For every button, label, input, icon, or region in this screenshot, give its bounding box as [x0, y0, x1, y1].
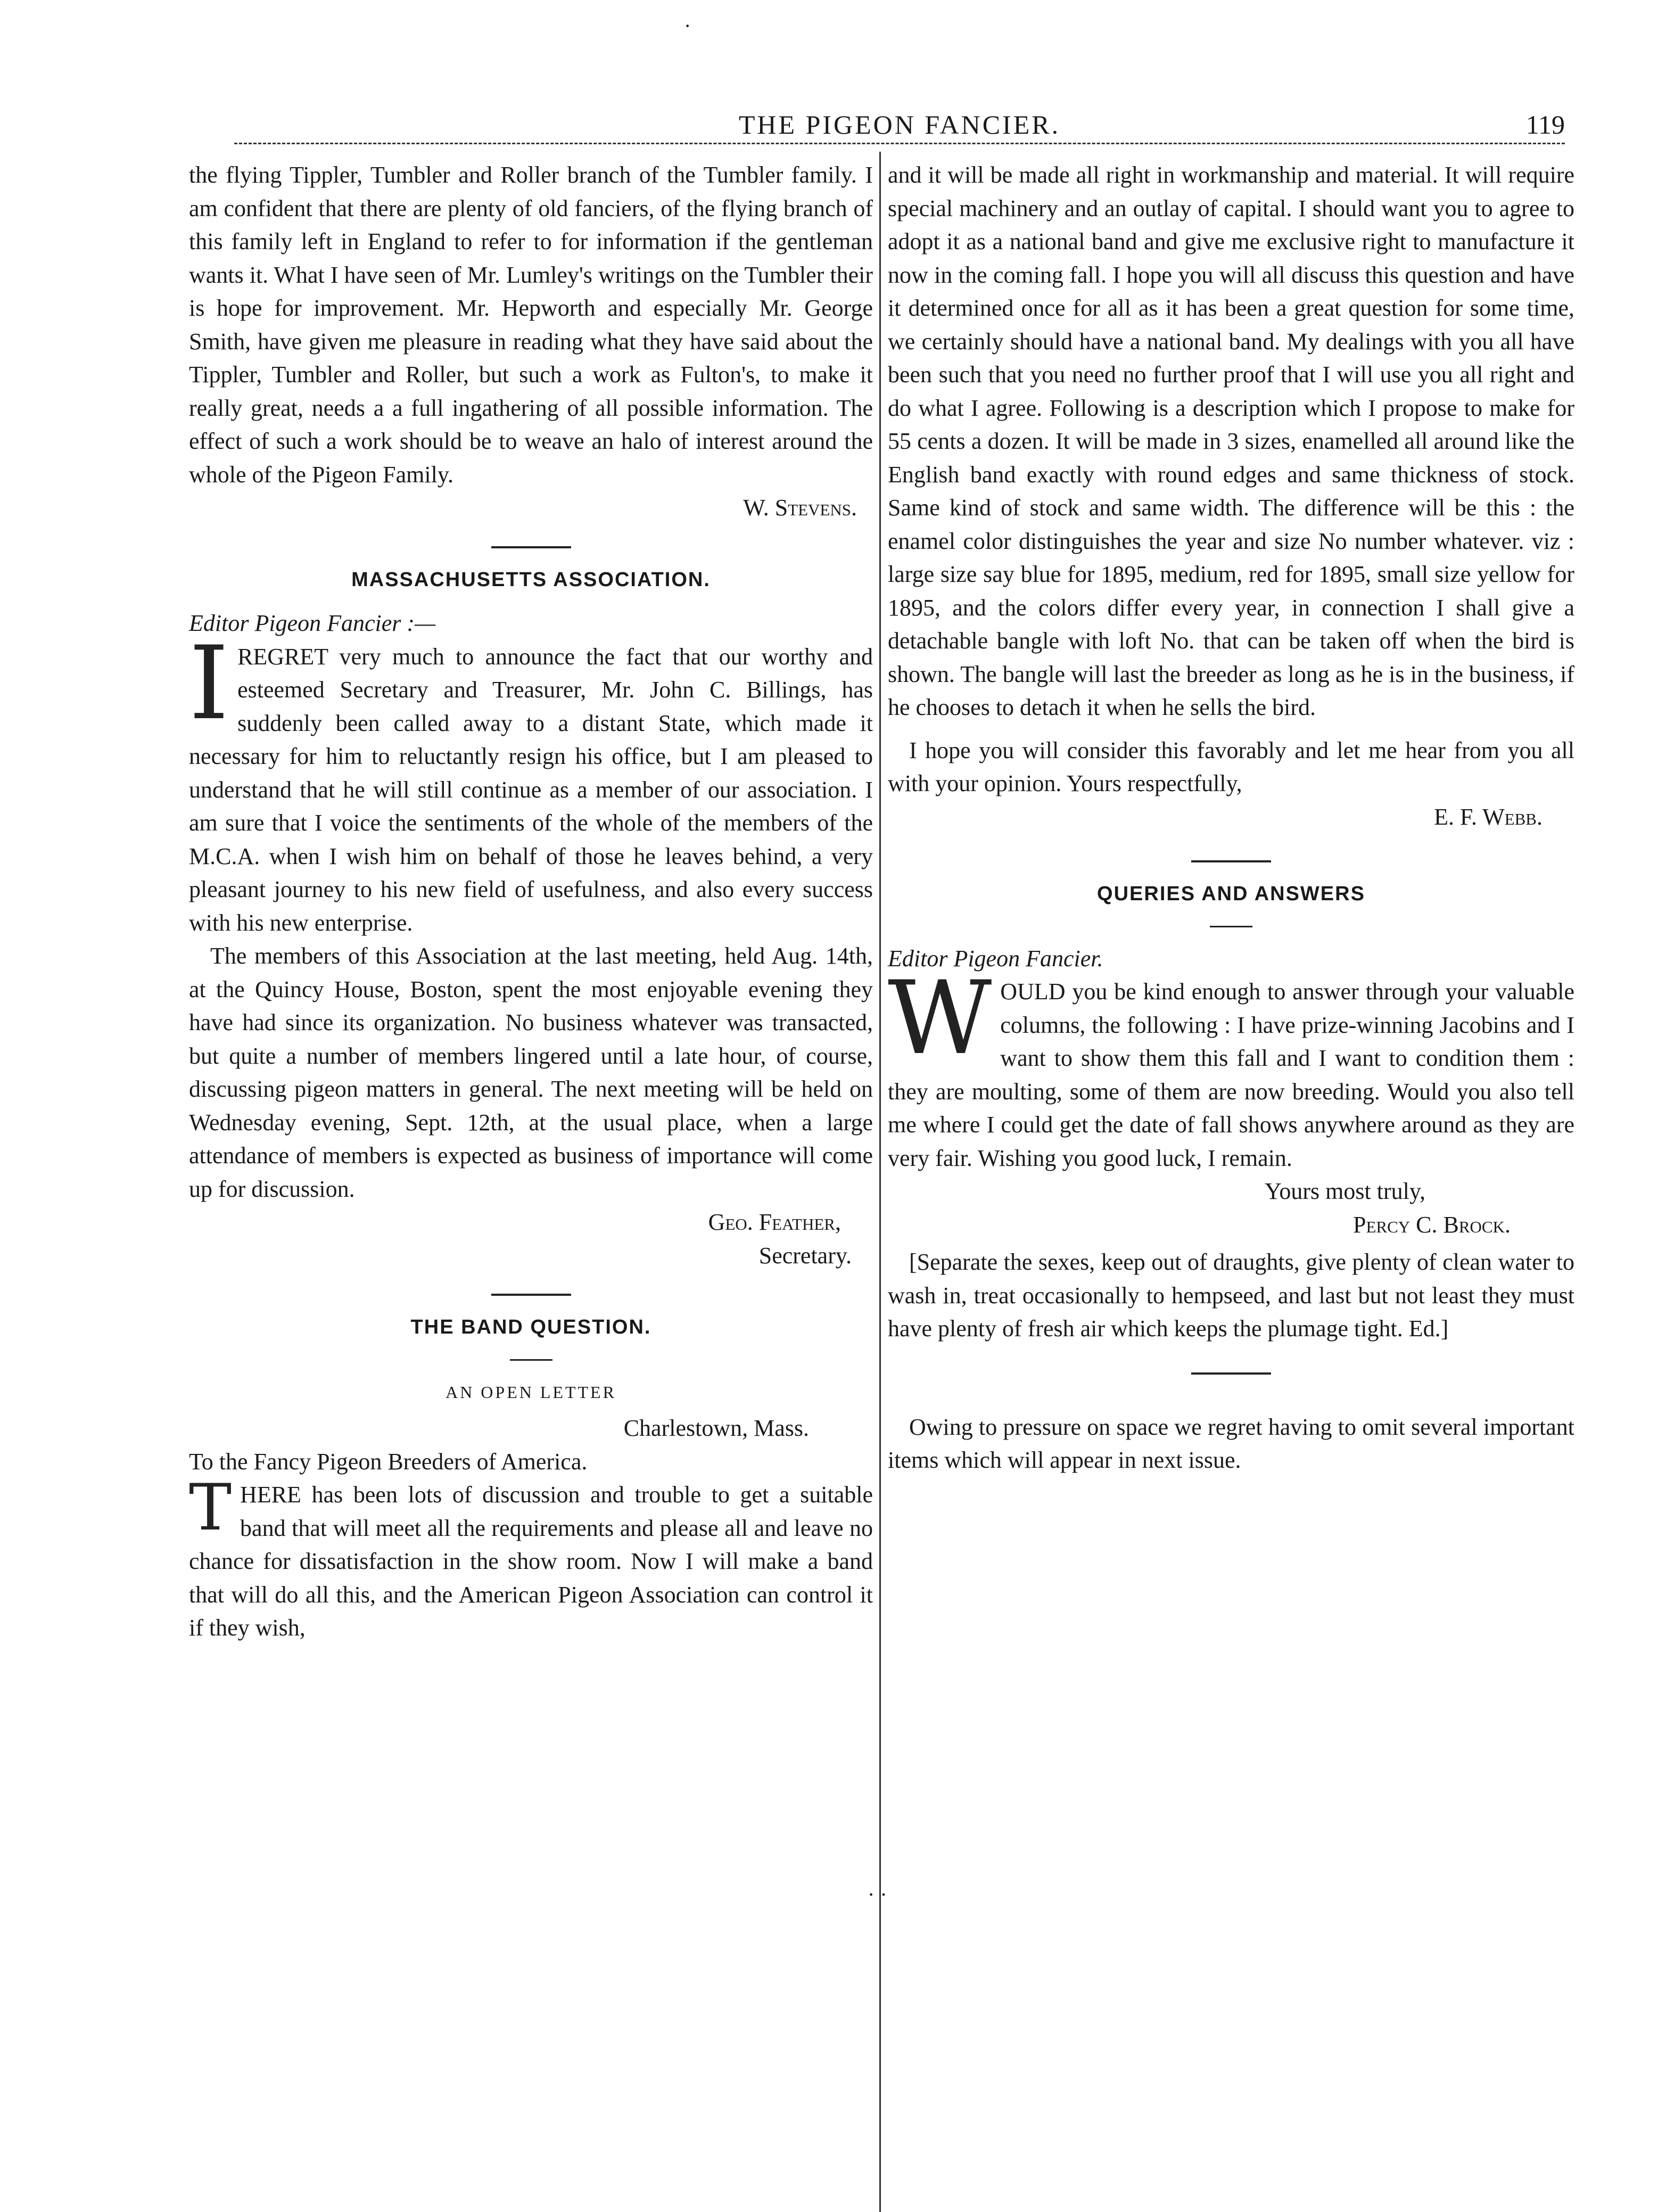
band-question-heading: THE BAND QUESTION.: [410, 1316, 651, 1338]
dropcap-t: T: [189, 1471, 232, 1545]
page-number: 119: [1525, 110, 1565, 139]
journal-title: THE PIGEON FANCIER.: [738, 110, 1061, 139]
letter-place: Charlestown, Mass.: [623, 1415, 809, 1441]
editor-answer: [Separate the sexes, keep out of draughts, give plenty of clean water to wash in, treat occasionally to hempseed, and last but not least they must have plenty of fresh air which keeps the plumage tight. Ed.]: [888, 1249, 1574, 1342]
continued-article-text: the flying Tippler, Tumbler and Roller branch of the Tumbler family. I am confident that there are plenty of old fanciers, of the flying branch of this family left in England to refer to for information if the gentleman wants it. What I have seen of Mr. Lumley's writings on the Tumbler their is hope for improvement. Mr. Hepworth and especially Mr. George Smith, have given me pleasure in reading what they have said about the Tippler, Tumbler and Roller, but such a work as Fulton's, to make it really great, needs a a full ingathering of all possible information. The effect of such a work should be to weave an halo of interest around the whole of the Pigeon Family.: [189, 162, 873, 488]
massachusetts-para-1: [189, 624, 873, 940]
left-column: [189, 159, 873, 1645]
space-notice: Owing to pressure on space we regret having to omit several important items which will appear in next issue.: [888, 1413, 1574, 1473]
queries-signature: Percy C. Brock.: [1353, 1211, 1511, 1238]
open-letter-subheading: AN OPEN LETTER: [446, 1382, 616, 1402]
massachusetts-heading: MASSACHUSETTS ASSOCIATION.: [351, 568, 711, 591]
section-rule-small: [1210, 926, 1252, 927]
massachusetts-signature-title: Secretary.: [758, 1242, 852, 1269]
dropcap-i: I: [189, 624, 229, 742]
print-speck: ·: [684, 14, 691, 38]
header-rule: [234, 143, 1565, 144]
continued-article-signature: W. Stevens.: [743, 495, 857, 521]
massachusetts-para-2: The members of this Association at the last meeting, held Aug. 14th, at the Quincy House, Boston, spent the most enjoyable evening they have had since its organization. No business whatever was transacted, but quite a number of members lingered until a late hour, of course, discussing pigeon matters in general. The next meeting will be held on Wednesday evening, Sept. 12th, at the usual place, when a large attendance of members is expected as business of importance will come up for discussion.: [189, 943, 873, 1202]
band-para-2: I hope you will consider this favorably and let me hear from you all with your opinion. Yours respectfully,: [888, 737, 1574, 796]
queries-closing: Yours most truly,: [1265, 1178, 1425, 1204]
queries-para-1: [888, 959, 1574, 1175]
dropcap-w: W: [888, 959, 992, 1077]
band-signature: E. F. Webb.: [1434, 803, 1542, 830]
band-para-1: [189, 1471, 873, 1645]
section-rule-small: [510, 1359, 552, 1361]
massachusetts-signature-name: Geo. Feather,: [708, 1209, 841, 1235]
letter-salutation: To the Fancy Pigeon Breeders of America.: [189, 1448, 588, 1475]
band-para-1-text: HERE has been lots of discussion and trouble to get a suitable band that will meet all the requirements and please all and leave no chance for dissatisfaction in the show room. Now I will make a band that will do all this, and the American Pigeon Association can control it if they wish,: [189, 1482, 873, 1641]
page-header: [234, 109, 1565, 152]
right-column: [888, 159, 1574, 1477]
massachusetts-editor-line: Editor Pigeon Fancier :—: [189, 610, 436, 636]
section-rule: [491, 1294, 571, 1296]
section-rule: [491, 546, 571, 548]
section-rule: [1191, 1372, 1271, 1375]
queries-heading: QUERIES AND ANSWERS: [1097, 883, 1365, 905]
queries-editor-line: Editor Pigeon Fancier.: [888, 945, 1103, 972]
band-continued-text: and it will be made all right in workmanship and material. It will require special machinery and an outlay of capital. I should want you to agree to adopt it as a national band and give me exclusive right to manufacture it now in the coming fall. I hope you will all discuss this question and have it determined once for all as it has been a great question for some time, we certainly should have a national band. My dealings with you all have been such that you need no further proof that I will use you all right and do what I agree. Following is a description which I propose to make for 55 cents a dozen. It will be made in 3 sizes, enamelled all around like the English band exactly with round edges and same thickness of stock. Same kind of stock and same width. The difference will be this : the enamel color distinguishes the year and size No number whatever. viz : large size say blue for 1895, medium, red for 1895, small size yellow for 1895, and the colors differ every year, in connection I shall give a detachable bangle with loft No. that can be taken off when the bird is shown. The bangle will last the breeder as long as he is in the business, if he chooses to detach it when he sells the bird.: [888, 162, 1574, 720]
print-speck: · ·: [868, 1882, 887, 1906]
queries-para-1-text: OULD you be kind enough to answer through your valuable columns, the following : I have prize-winning Jacobins and I want to show them this fall and I want to condition them : they are moulting, some of them are now breeding. Would you also tell me where I could get the date of fall shows anywhere around as they are very fair. Wishing you good luck, I remain.: [888, 978, 1574, 1171]
massachusetts-para-1-text: REGRET very much to announce the fact that our worthy and esteemed Secretary and Treasurer, Mr. John C. Billings, has suddenly been called away to a distant State, which made it necessary for him to reluctantly resign his office, but I am pleased to understand that he will still continue as a member of our association. I am sure that I voice the sentiments of the whole of the members of the M.C.A. when I wish him on behalf of those he leaves behind, a very pleasant journey to his new field of usefulness, and also every success with his new enterprise.: [189, 643, 873, 936]
section-rule: [1191, 860, 1271, 862]
